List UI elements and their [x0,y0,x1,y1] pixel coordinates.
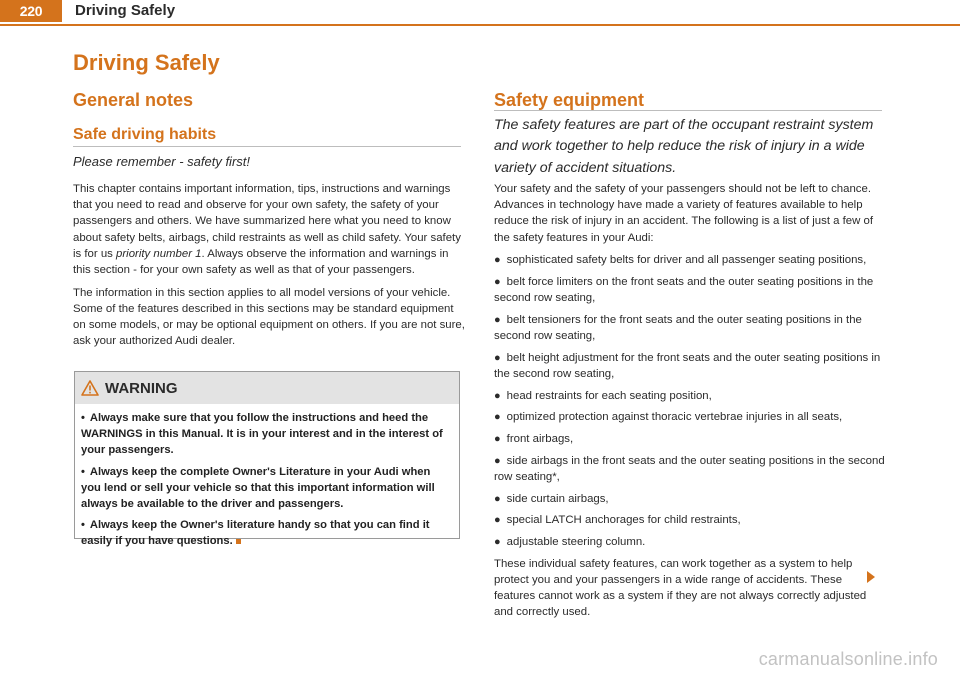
chapter-title: Driving Safely [73,50,220,75]
header-rule [0,24,960,26]
lead-safety-first: Please remember - safety first! [73,154,250,169]
section-rule [494,110,882,111]
right-body [494,181,886,627]
list-item: ● adjustable steering column. [494,536,646,549]
warning-triangle-icon [81,380,99,396]
warning-header [75,372,459,404]
list-item: ● front airbags, [494,433,574,446]
section-end-marker [236,539,241,544]
watermark: carmanualsonline.info [758,649,938,669]
page-number: 220 [0,0,62,22]
safety-feature-list [494,252,886,550]
warning-body [75,404,459,550]
list-item: ● sophisticated safety belts for driver and all passenger seating positions, [494,254,867,267]
priority-emphasis: priority number 1 [116,247,202,260]
list-item: ● belt height adjustment for the front seats and the outer seating positions in the second row seating, [494,351,881,381]
list-item: ● belt force limiters on the front seats and the outer seating positions in the second row seating, [494,276,874,305]
section-title-general-notes: General notes [73,90,194,110]
warning-item: • Always keep the Owner's literature handy so that you can find it easily if you have questions. [81,519,430,548]
list-item: ● belt tensioners for the front seats and the outer seating positions in the second row seating, [494,313,862,343]
subsection-rule [73,146,461,147]
intro-paragraph: This chapter contains important information, tips, instructions and warnings that you need to read and observe for your own safety, the safety of your passengers and others. We have summarized here what you need to know about safety belts, airbags, child restraints as well as child safety. Your safety is for us priority number 1. Always observe the information and warnings in this section - for your own safety as well as that of your passengers. [73,183,461,277]
running-header: Driving Safely [75,2,176,19]
list-item: ● head restraints for each seating position, [494,389,712,402]
lead-safety-features: The safety features are part of the occupant restraint system and work together to help reduce the risk of injury in a wide variety of accident situations. [494,117,874,176]
list-item: ● side airbags in the front seats and the outer seating positions in the second row seating*, [494,454,885,484]
warning-title: WARNING [105,379,178,397]
warning-box [74,371,460,548]
continue-arrow-icon [866,570,876,584]
subsection-title-safe-driving: Safe driving habits [73,126,217,143]
list-item: ● side curtain airbags, [494,492,609,505]
list-item: ● optimized protection against thoracic vertebrae injuries in all seats, [494,411,843,424]
closing-paragraph: These individual safety features, can work together as a system to help protect you and your passengers in a wide range of accidents. These features cannot work as a system if they are not always correctly adjusted and correctly used. [494,557,867,619]
section-title-safety-equipment: Safety equipment [494,90,645,110]
warning-item: • Always keep the complete Owner's Literature in your Audi when you lend or sell your vehicle so that this important information will always be available to the driver and passengers. [81,465,435,511]
left-body [73,181,465,356]
warning-item: • Always make sure that you follow the instructions and heed the WARNINGS in this Manual. It is in your interest and in the interest of your passengers. [81,412,443,457]
applicability-paragraph: The information in this section applies to all model versions of your vehicle. Some of the features described in this sections may be standard equipment on some models, or may be optional equipment on others. If you are not sure, ask your authorized Audi dealer. [73,286,465,348]
safety-intro-paragraph: Your safety and the safety of your passengers should not be left to chance. Advances in technology have made a variety of features available to help reduce the risk of injury in an accident. The following is a list of just a few of the safety features in your Audi: [494,183,874,244]
list-item: ● special LATCH anchorages for child restraints, [494,514,741,527]
